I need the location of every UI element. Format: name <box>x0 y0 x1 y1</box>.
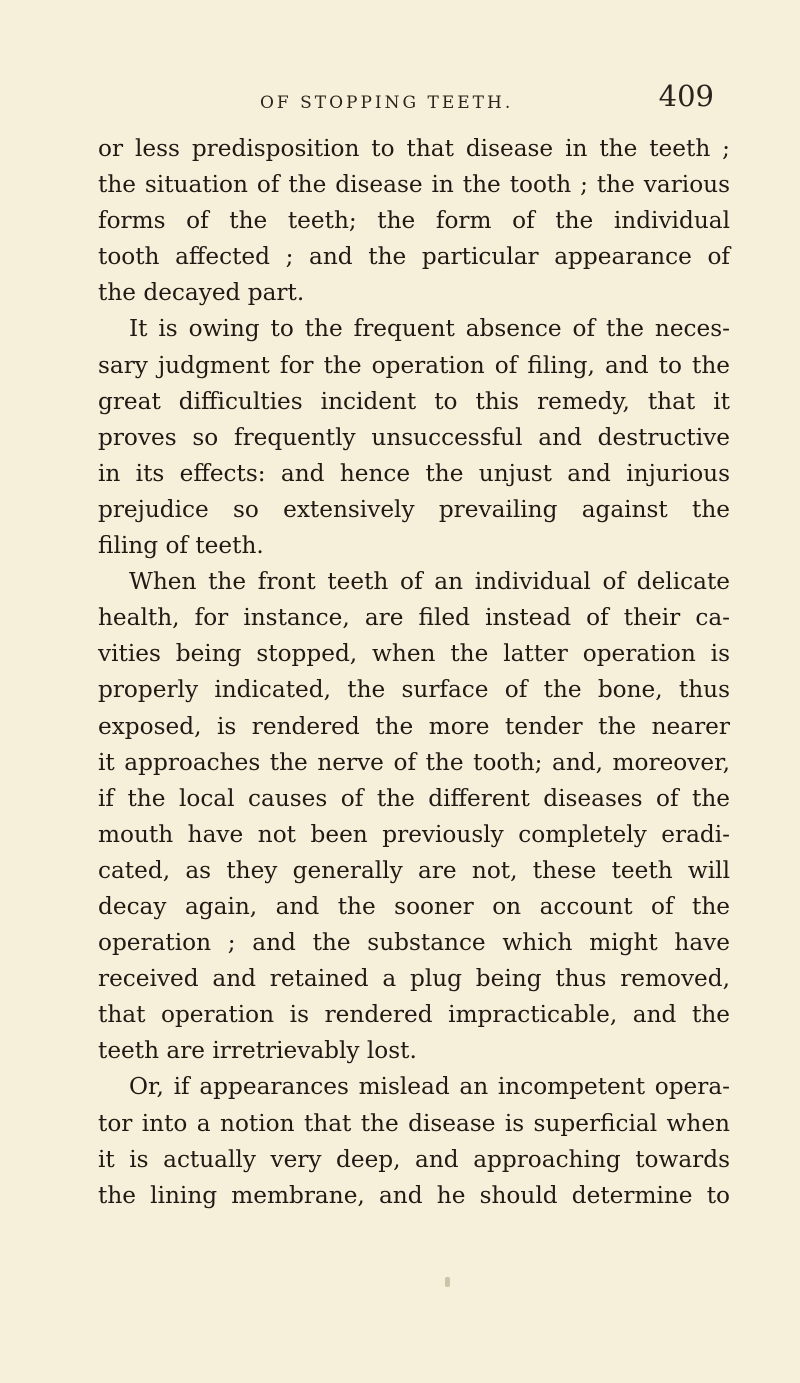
text-line: When the front teeth of an individual of delicate <box>129 568 730 596</box>
page-header <box>100 73 720 113</box>
text-line: prejudice so extensively prevailing against the <box>98 495 730 523</box>
text-line: mouth have not been previously completely eradi- <box>98 820 730 848</box>
text-line: health, for instance, are filed instead of their ca- <box>98 604 730 632</box>
text-line: operation ; and the substance which might have <box>98 929 730 957</box>
text-line: the decayed part. <box>98 279 305 307</box>
text-line: decay again, and the sooner on account of the <box>98 892 730 920</box>
text-line: it is actually very deep, and approaching towards <box>98 1145 730 1173</box>
text-line: it approaches the nerve of the tooth; and, moreover, <box>98 748 730 776</box>
page-number: 409 <box>658 79 714 113</box>
text-line: Or, if appearances mislead an incompetent opera- <box>129 1073 730 1101</box>
text-line: the situation of the disease in the tooth ; the various <box>98 171 730 199</box>
text-line: if the local causes of the different diseases of the <box>98 784 730 812</box>
text-line: tooth affected ; and the particular appearance of <box>98 243 730 271</box>
text-line: It is owing to the frequent absence of the neces- <box>129 315 730 343</box>
text-line: the lining membrane, and he should determine to <box>98 1181 730 1209</box>
text-line: or less predisposition to that disease in the teeth ; <box>98 135 730 162</box>
text-line: forms of the teeth; the form of the individual <box>98 207 730 235</box>
text-line: teeth are irretrievably lost. <box>98 1037 417 1065</box>
text-line: cated, as they generally are not, these teeth will <box>98 856 730 884</box>
text-line: proves so frequently unsuccessful and destructive <box>98 423 730 451</box>
text-line: filing of teeth. <box>98 532 264 560</box>
body-text <box>98 131 730 1214</box>
text-line: vities being stopped, when the latter operation is <box>98 640 730 668</box>
text-line: sary judgment for the operation of filing, and to the <box>98 351 730 379</box>
text-line: properly indicated, the surface of the bone, thus <box>98 676 730 704</box>
ink-speck <box>445 1277 450 1287</box>
text-line: that operation is rendered impracticable, and the <box>98 1001 730 1029</box>
text-line: exposed, is rendered the more tender the nearer <box>98 712 730 740</box>
running-title: OF STOPPING TEETH. <box>260 93 514 113</box>
text-line: great difficulties incident to this remedy, that it <box>98 387 730 415</box>
text-line: in its effects: and hence the unjust and injurious <box>98 459 730 487</box>
text-line: received and retained a plug being thus removed, <box>98 965 730 993</box>
text-line: tor into a notion that the disease is superficial when <box>98 1109 730 1137</box>
